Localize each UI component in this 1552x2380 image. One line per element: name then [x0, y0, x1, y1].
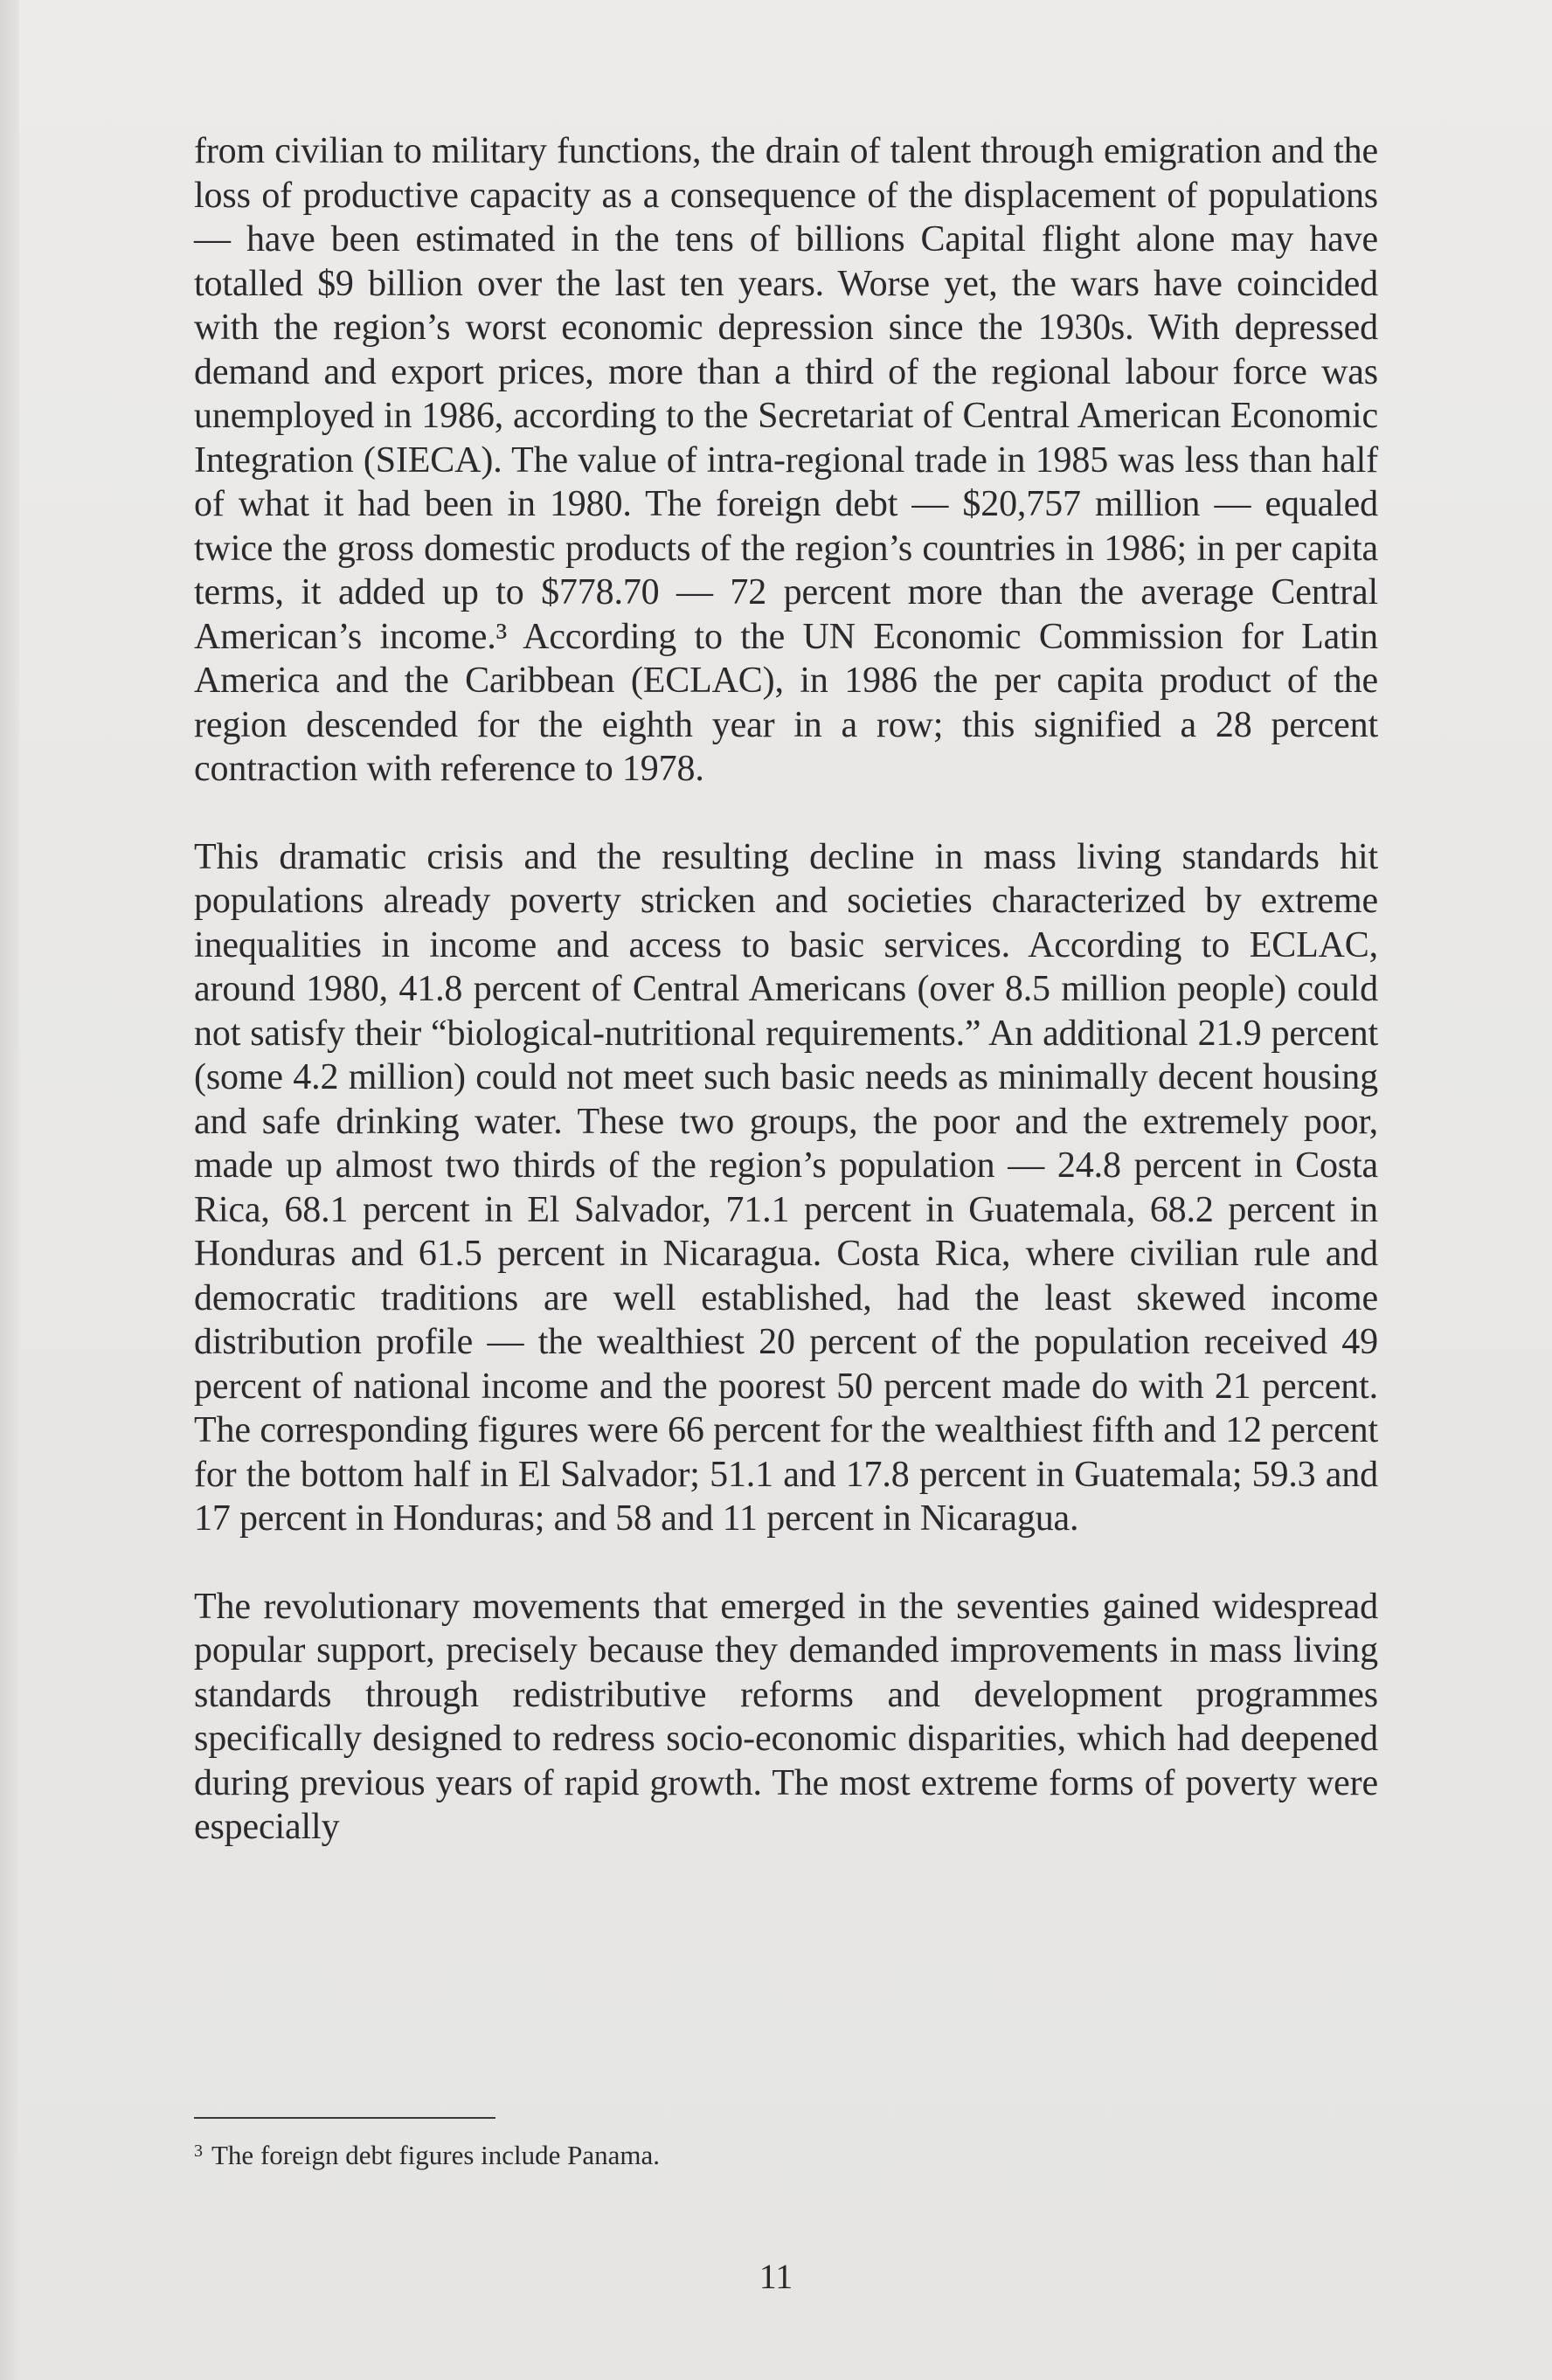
footnote-divider — [194, 2117, 495, 2119]
page-number: 11 — [759, 2257, 793, 2296]
paragraph-2: This dramatic crisis and the resulting decline in mass living standards hit populations already poverty stricken and societies characterized by extreme inequalities in income and access to basic services. According to ECLAC, around 1980, 41.8 percent of Central Americans (over 8.5 million people) could not satisfy their “biological-nutritional requirements.” An additional 21.9 percent (some 4.2 million) could not meet such basic needs as minimally decent housing and safe drinking water. These two groups, the poor and the extremely poor, made up almost two thirds of the region’s population — 24.8 percent in Costa Rica, 68.1 percent in El Salvador, 71.1 percent in Guatemala, 68.2 percent in Honduras and 61.5 percent in Nicaragua. Costa Rica, where civilian rule and democratic traditions are well established, had the least skewed income distribution profile — the wealthiest 20 percent of the population received 49 percent of national income and the poorest 50 percent made do with 21 percent. The corresponding figures were 66 percent for the wealthiest fifth and 12 percent for the bottom half in El Salvador; 51.1 and 17.8 percent in Guatemala; 59.3 and 17 percent in Honduras; and 58 and 11 percent in Nicaragua. — [194, 836, 1378, 1539]
footnote — [194, 2134, 1378, 2172]
paragraph-1: from civilian to military functions, the drain of talent through emigration and the loss of productive capacity as a consequence of the displacement of populations — have been estimated in the tens of billions Capital flight alone may have totalled $9 billion over the last ten years. Worse yet, the wars have coincided with the region’s worst economic depression since the 1930s. With depressed demand and export prices, more than a third of the regional labour force was unemployed in 1986, according to the Secretariat of Central American Economic Integration (SIECA). The value of intra-regional trade in 1985 was less than half of what it had been in 1980. The foreign debt — $20,757 million — equaled twice the gross domestic products of the region’s countries in 1986; in per capita terms, it added up to $778.70 — 72 percent more than the average Central American’s income.³ According to the UN Economic Commission for Latin America and the Caribbean (ECLAC), in 1986 the per capita product of the region descended for the eighth year in a row; this signified a 28 percent contraction with reference to 1978. — [194, 131, 1378, 789]
footnote-text: The foreign debt figures include Panama. — [211, 2140, 661, 2170]
paragraph-3: The revolutionary movements that emerged in the seventies gained widespread popular support, precisely because they demanded improvements in mass living standards through redistributive reforms and development programmes specifically designed to redress socio-economic disparities, which had deepened during previous years of rapid growth. The most extreme forms of poverty were especially — [194, 1586, 1378, 1847]
body-text — [194, 129, 1378, 1850]
footnote-marker: 3 — [194, 2141, 203, 2161]
binding-shadow — [0, 0, 19, 2380]
